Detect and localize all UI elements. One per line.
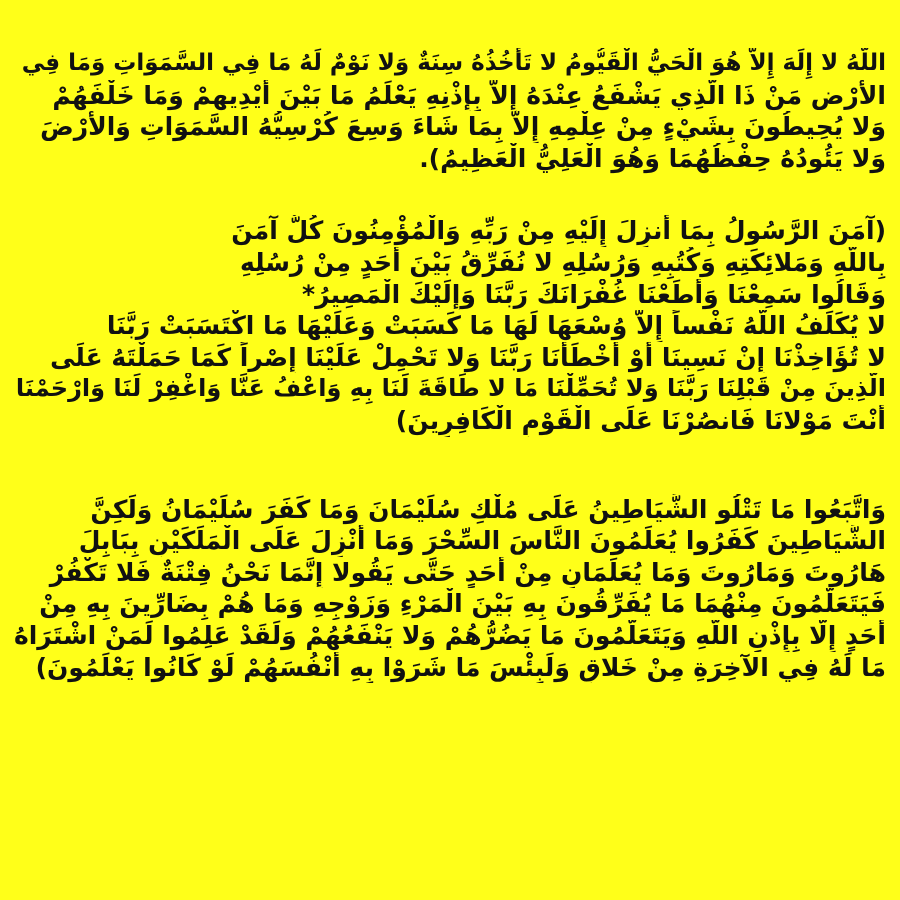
text-line: الَّذِينَ مِنْ قَبْلِنَا رَبَّنَا وَلا تُحَمِّلْنَا مَا لا طَاقَةَ لَنَا بِهِ وَاعْفُ عَنَّا وَاغْفِرْ لَنَا وَارْحَمْنَا (15, 374, 886, 403)
text-line: أَحَدٍ إِلَّا بِإِذْنِ اللَّهِ وَيَتَعَلَّمُونَ مَا يَضُرُّهُمْ وَلا يَنْفَعُهُمْ وَلَقَدْ عَلِمُوا لَمَنْ اشْتَرَاهُ (14, 620, 886, 650)
text-line: أَنْتَ مَوْلانَا فَانصُرْنَا عَلَى الْقَوْمِ الْكَافِرِينَ) (395, 405, 886, 435)
text-line: لا يُكَلِّفُ اللَّهُ نَفْساً إِلاَّ وُسْعَهَا لَهَا مَا كَسَبَتْ وَعَلَيْهَا مَا اكْتَسَبَتْ رَبَّنَا (106, 311, 886, 341)
text-line: هَارُوتَ وَمَارُوتَ وَمَا يُعَلِّمَانِ مِنْ أَحَدٍ حَتَّى يَقُولا إِنَّمَا نَحْنُ فِتْنَةٌ فَلا تَكْفُرْ (49, 557, 886, 587)
text-line: (آمَنَ الرَّسُولُ بِمَا أُنزِلَ إِلَيْهِ مِنْ رَبِّهِ وَالْمُؤْمِنُونَ كُلٌّ آمَنَ (231, 216, 886, 246)
text-line: وَلا يُحِيطُونَ بِشَيْءٍ مِنْ عِلْمِهِ إِلاَّ بِمَا شَاءَ وَسِعَ كُرْسِيُّهُ السَّمَوَاتِ وَالأَرْضَ (40, 112, 886, 142)
paragraph-ayat-al-kursi (14, 48, 886, 174)
text-line: وَلا يَئُودُهُ حِفْظُهُمَا وَهُوَ الْعَلِيُّ الْعَظِيمُ). (419, 143, 886, 173)
text-line: الأَرْضِ مَنْ ذَا الَّذِي يَشْفَعُ عِنْدَهُ إِلاَّ بِإِذْنِهِ يَعْلَمُ مَا بَيْنَ أَيْدِيهِمْ وَمَا خَلْفَهُمْ (52, 80, 886, 110)
text-line: لا تُؤَاخِذْنَا إِنْ نَسِينَا أَوْ أَخْطَأْنَا رَبَّنَا وَلا تَحْمِلْ عَلَيْنَا إِصْراً كَمَا حَمَلْتَهُ عَلَى (50, 342, 886, 372)
text-line: فَيَتَعَلَّمُونَ مِنْهُمَا مَا يُفَرِّقُونَ بِهِ بَيْنَ الْمَرْءِ وَزَوْجِهِ وَمَا هُمْ بِضَارِّينَ بِهِ مِنْ (39, 589, 886, 619)
text-line: مَا لَهُ فِي الآخِرَةِ مِنْ خَلاقٍ وَلَبِئْسَ مَا شَرَوْا بِهِ أَنْفُسَهُمْ لَوْ كَانُوا يَعْلَمُونَ) (35, 652, 886, 682)
text-line: اللَّهُ لا إِلَهَ إِلاَّ هُوَ الْحَيُّ الْقَيُّومُ لا تَأْخُذُهُ سِنَةٌ وَلا نَوْمٌ لَهُ مَا فِي السَّمَوَاتِ وَمَا فِي (21, 50, 886, 76)
paragraph-wattabau (14, 494, 886, 684)
text-line: الشَّيَاطِينَ كَفَرُوا يُعَلِّمُونَ النَّاسَ السِّحْرَ وَمَا أُنْزِلَ عَلَى الْمَلَكَيْنِ بِبَابِلَ (78, 526, 886, 556)
text-line: بِاللَّهِ وَمَلائِكَتِهِ وَكُتُبِهِ وَرُسُلِهِ لا نُفَرِّقُ بَيْنَ أَحَدٍ مِنْ رُسُلِهِ (239, 247, 886, 277)
text-line: وَقَالُوا سَمِعْنَا وَأَطَعْنَا غُفْرَانَكَ رَبَّنَا وَإِلَيْكَ الْمَصِيرُ* (302, 279, 886, 309)
text-line: وَاتَّبَعُوا مَا تَتْلُو الشَّيَاطِينُ عَلَى مُلْكِ سُلَيْمَانَ وَمَا كَفَرَ سُلَيْمَانُ وَلَكِنَّ (90, 494, 886, 524)
paragraph-amana-al-rasul (14, 215, 886, 436)
